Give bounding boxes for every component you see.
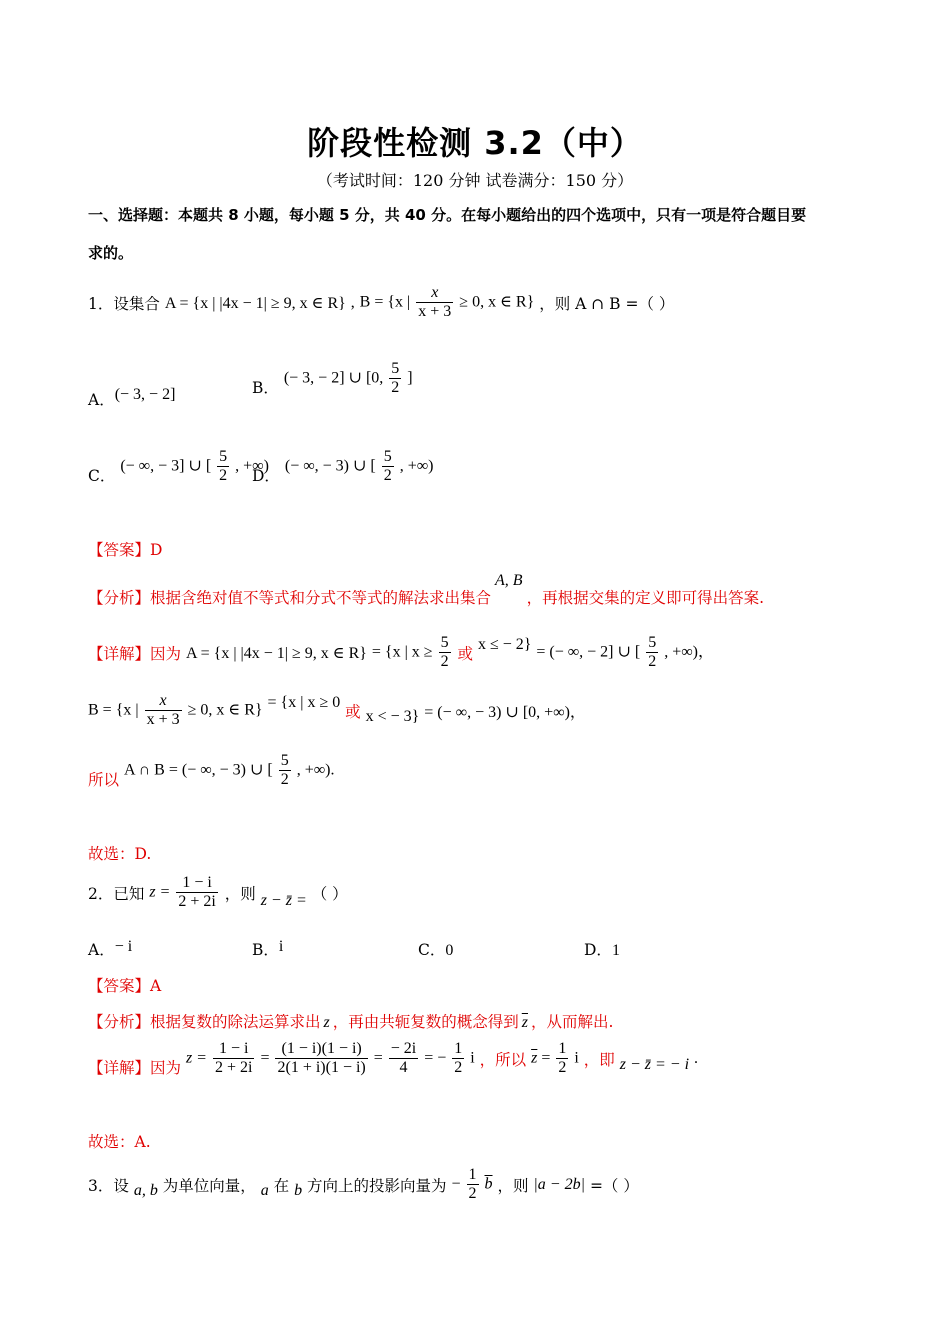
- question-3: 3．设 a, b 为单位向量， a 在 b 方向上的投影向量为 − $\frac{1}{2}$ $\overline{b}$ ，则 |a − 2b| =（ ）: [88, 1166, 639, 1203]
- q2-option-b[interactable]: B．i: [252, 938, 284, 959]
- q1-option-b[interactable]: B． (− 3, − 2] ∪ [0, $\frac{5}{2}$ ]: [252, 360, 413, 397]
- q1-answer: 【答案】D: [88, 541, 163, 559]
- q1-option-a[interactable]: A．(− 3, − 2]: [88, 386, 176, 409]
- section-heading-line2: 求的。: [88, 244, 134, 262]
- q2-analysis: 【分析】根据复数的除法运算求出 z ，再由共轭复数的概念得到 $\overline{z}$ ，从而解出.: [88, 1013, 614, 1031]
- q1-detail-line2: B = {x | $\frac{x}{x + 3}$ ≥ 0, x ∈ R} = {x | x ≥ 0 或 x < − 3} = (− ∞, − 3) ∪ [0, +∞)，: [88, 692, 586, 729]
- q1-set-a: A = {x | |4x − 1| ≥ 9, x ∈ R}: [164, 294, 346, 312]
- q2-conclusion: 故选：A.: [88, 1133, 151, 1151]
- q2-option-a[interactable]: A．− i: [88, 938, 133, 959]
- page-title: 阶段性检测 3.2（中）: [307, 124, 643, 162]
- q1-set-b: B = {x | $\frac{x}{x + 3}$ ≥ 0, x ∈ R}: [359, 284, 535, 321]
- q1-suffix: ，则 A ∩ B =（ ）: [539, 294, 675, 313]
- q1-detail-line3: 所以 A ∩ B = (− ∞, − 3) ∪ [ $\frac{5}{2}$ , +∞).: [88, 752, 335, 789]
- q1-analysis: 【分析】根据含绝对值不等式和分式不等式的解法求出集合A, B，再根据交集的定义即可得出答案.: [88, 572, 764, 607]
- q2-answer: 【答案】A: [88, 977, 162, 995]
- q2-option-d[interactable]: D．1: [584, 941, 620, 959]
- q1-option-d[interactable]: D． (− ∞, − 3) ∪ [ $\frac{5}{2}$ , +∞): [252, 448, 434, 485]
- q2-detail: 【详解】因为 z = $\frac{1 - i}{2 + 2i}$ = $\frac{(1 - i)(1 - i)}{2(1 + i)(1 - i)}$ = $\frac{- 2i}{4}$ = − $\frac{1}{2}$ i ，所以 $\overline{z}$ = $\frac{1}{2}$ i ，即 z − z̄ = − i .: [88, 1040, 698, 1077]
- q1-prefix: 1．设集合: [88, 294, 160, 313]
- question-1: 1．设集合 A = {x | |4x − 1| ≥ 9, x ∈ R} , B = {x | $\frac{x}{x + 3}$ ≥ 0, x ∈ R} ，则 A ∩ B =（ ）: [88, 284, 675, 321]
- q1-detail-line1: 【详解】因为 A = {x | |4x − 1| ≥ 9, x ∈ R} = {x | x ≥ $\frac{5}{2}$ 或 x ≤ − 2} = (− ∞, − 2] ∪ [ $\frac{5}{2}$ , +∞)，: [88, 634, 715, 671]
- q1-option-c[interactable]: C． (− ∞, − 3] ∪ [ $\frac{5}{2}$ , +∞): [88, 448, 269, 485]
- q2-option-c[interactable]: C．0: [418, 941, 454, 959]
- exam-info: （考试时间：120 分钟 试卷满分：150 分）: [316, 171, 634, 190]
- question-2: 2．已知 z = $\frac{1 - i}{2 + 2i}$ ，则 z − z̄ = （ ）: [88, 874, 348, 911]
- section-heading-line1: 一、选择题：本题共 8 小题，每小题 5 分，共 40 分。在每小题给出的四个选项中，只有一项是符合题目要: [88, 206, 807, 224]
- q1-conclusion: 故选：D.: [88, 845, 152, 863]
